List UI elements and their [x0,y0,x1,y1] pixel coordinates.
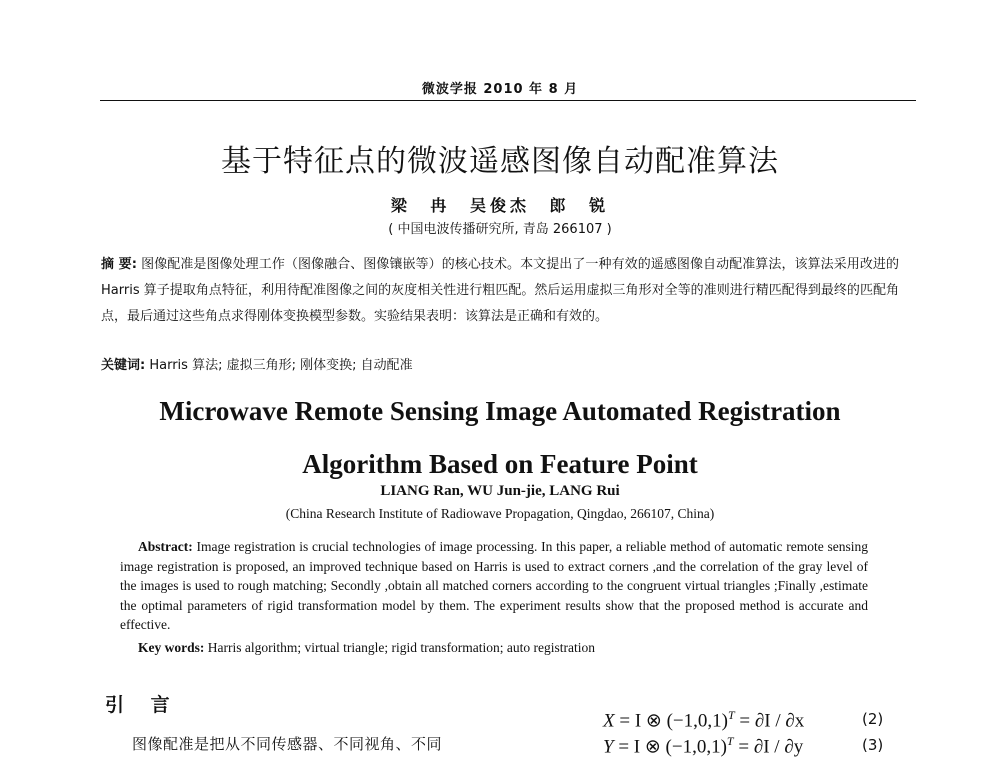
english-abstract-text: Image registration is crucial technologies of image processing. In this paper, a reliable method of automatic remote sensing image registration is proposed, an improved technique based on Harris is used to extract corners ,and the correlation of the gray level of the images is used to rough matching; Secondly ,obtain all matched corners according to the congruent virtual triangles ;Finally ,estimate the optimal parameters of rigid transformation model by them. The experiment results show that the proposed method is accurate and effective. [120,539,868,633]
english-authors: LIANG Ran, WU Jun-jie, LANG Rui [380,483,620,499]
english-title-line-1: Microwave Remote Sensing Image Automated Registration [159,396,841,426]
english-keywords [138,638,868,657]
chinese-keywords-label: 关键词: [101,358,146,373]
equation-3-transpose: T [726,734,734,748]
equation-2-rhs-b: = ∂I / ∂x [739,710,805,732]
english-affiliation: (China Research Institute of Radiowave Propagation, Qingdao, 266107, China) [285,506,715,521]
header-rule [100,100,916,101]
equation-3-rhs-a: = I ⊗ (−1,0,1) [618,736,727,758]
english-keywords-text: Harris algorithm; virtual triangle; rigid transformation; auto registration [207,640,596,655]
equation-2-rhs-a: = I ⊗ (−1,0,1) [619,710,728,732]
english-title [100,385,900,491]
equation-2 [603,708,804,732]
chinese-abstract-label: 摘 要: [101,257,137,272]
equation-3-lhs: Y [603,736,614,758]
equation-2-transpose: T [727,708,735,722]
english-title-line-2: Algorithm Based on Feature Point [302,449,698,479]
chinese-abstract [101,252,899,330]
equation-3 [603,734,803,758]
english-abstract-label: Abstract: [138,539,193,554]
english-keywords-label: Key words: [138,640,205,655]
equation-3-number: (3) [862,736,884,754]
body-paragraph-start: 图像配准是把从不同传感器、不同视角、不同 [132,735,443,753]
running-header: 微波学报 2010 年 8 月 [421,82,579,97]
chinese-abstract-text: 图像配准是图像处理工作（图像融合、图像镶嵌等）的核心技术。本文提出了一种有效的遥感图像自动配准算法，该算法采用改进的 Harris 算子提取角点特征，利用待配准图像之间的灰度相关性进行粗匹配。然后运用虚拟三角形对全等的准则进行精匹配得到最终的匹配角点，最后通过这些角点求得刚体变换模型参数。实验结果表明：该算法是正确和有效的。 [101,257,899,324]
equation-2-lhs: X [603,710,615,732]
section-heading-introduction: 引 言 [105,694,180,716]
chinese-affiliation: ( 中国电波传播研究所, 青岛 266107 ) [388,222,612,237]
chinese-authors: 梁 冉 吴俊杰 郎 锐 [390,196,610,215]
equation-2-number: (2) [862,710,884,728]
chinese-title: 基于特征点的微波遥感图像自动配准算法 [221,144,779,179]
chinese-keywords [101,356,899,376]
equation-3-rhs-b: = ∂I / ∂y [738,736,804,758]
chinese-keywords-text: Harris 算法; 虚拟三角形; 刚体变换; 自动配准 [149,358,413,373]
english-abstract [120,537,868,635]
